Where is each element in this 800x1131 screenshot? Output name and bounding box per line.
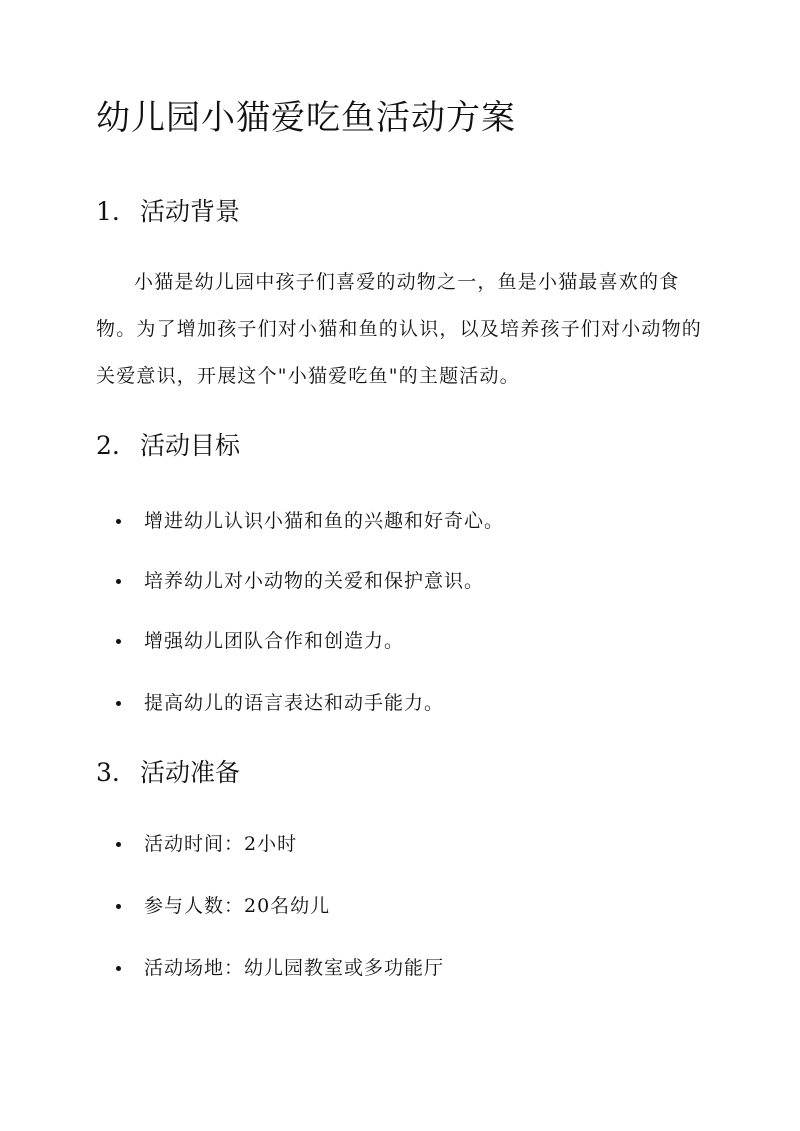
- bullet-icon: [116, 701, 121, 706]
- bullet-icon: [116, 904, 121, 909]
- document-title: 幼儿园小猫爱吃鱼活动方案: [96, 98, 516, 138]
- section-heading-background: [96, 194, 240, 230]
- section-title: 活动目标: [140, 431, 241, 460]
- list-item-text: 活动场地：幼儿园教室或多功能厅: [144, 957, 445, 979]
- list-item: [116, 891, 330, 921]
- section-heading-goals: [96, 428, 240, 464]
- section-title: 活动背景: [140, 197, 241, 226]
- list-item: [116, 688, 444, 718]
- section-title: 活动准备: [140, 758, 241, 787]
- bullet-icon: [116, 579, 121, 584]
- background-paragraph: 小猫是幼儿园中孩子们喜爱的动物之一，鱼是小猫最喜欢的食物。为了增加孩子们对小猫和鱼的认识，以及培养孩子们对小动物的关爱意识，开展这个"小猫爱吃鱼"的主题活动。: [96, 271, 703, 387]
- list-item: [116, 829, 297, 859]
- bullet-icon: [116, 966, 121, 971]
- list-item-text: 参与人数：20名幼儿: [144, 895, 331, 917]
- list-item-text: 增强幼儿团队合作和创造力。: [144, 630, 405, 652]
- section-number: 3.: [96, 758, 120, 787]
- list-item-text: 培养幼儿对小动物的关爱和保护意识。: [144, 570, 485, 592]
- list-item-text: 提高幼儿的语言表达和动手能力。: [144, 692, 445, 714]
- list-item: [116, 953, 444, 983]
- list-item: [116, 566, 484, 596]
- list-item-text: 活动时间：2小时: [144, 833, 298, 855]
- bullet-icon: [116, 519, 121, 524]
- section-number: 2.: [96, 431, 120, 460]
- list-item-text: 增进幼儿认识小猫和鱼的兴趣和好奇心。: [144, 510, 505, 532]
- list-item: [116, 626, 404, 656]
- section-number: 1.: [96, 197, 120, 226]
- bullet-icon: [116, 842, 121, 847]
- bullet-icon: [116, 639, 121, 644]
- list-item: [116, 506, 504, 536]
- section-heading-preparation: [96, 755, 240, 791]
